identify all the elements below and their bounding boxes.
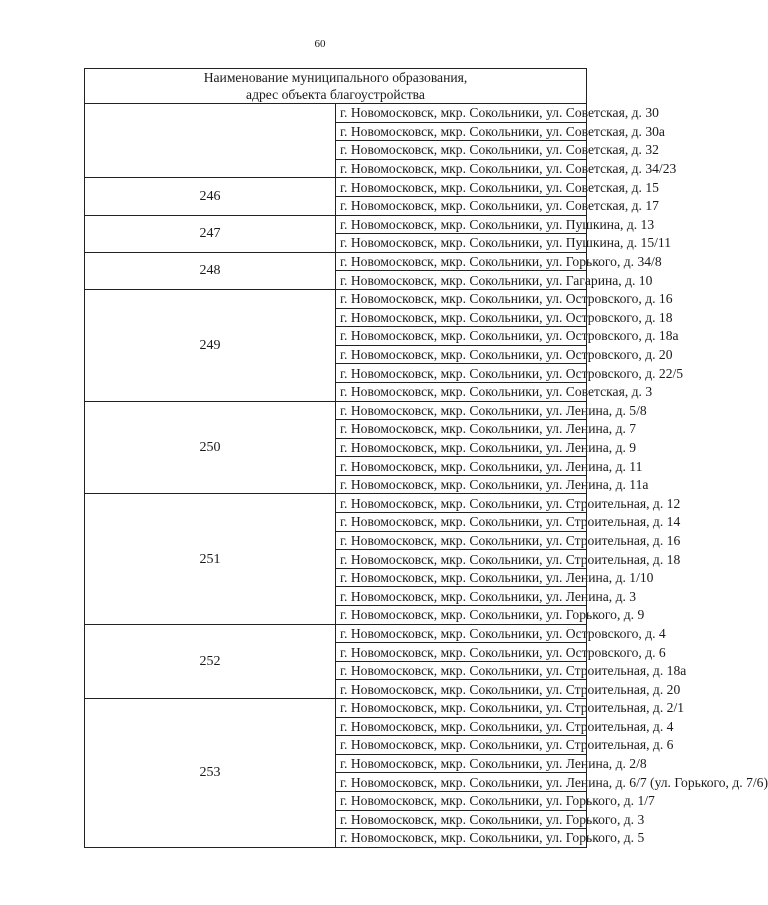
address-cell: г. Новомосковск, мкр. Сокольники, ул. Строительная, д. 4: [336, 717, 587, 736]
address-cell: г. Новомосковск, мкр. Сокольники, ул. Ленина, д. 3: [336, 587, 587, 606]
address-cell: г. Новомосковск, мкр. Сокольники, ул. Горького, д. 5: [336, 829, 587, 848]
address-cell: г. Новомосковск, мкр. Сокольники, ул. Ленина, д. 1/10: [336, 568, 587, 587]
item-number: 252: [85, 624, 336, 698]
address-cell: г. Новомосковск, мкр. Сокольники, ул. Строительная, д. 2/1: [336, 699, 587, 718]
address-cell: г. Новомосковск, мкр. Сокольники, ул. Островского, д. 6: [336, 643, 587, 662]
table-row: [85, 494, 587, 513]
address-cell: г. Новомосковск, мкр. Сокольники, ул. Горького, д. 1/7: [336, 791, 587, 810]
address-cell: г. Новомосковск, мкр. Сокольники, ул. Строительная, д. 14: [336, 513, 587, 532]
address-cell: г. Новомосковск, мкр. Сокольники, ул. Строительная, д. 18а: [336, 661, 587, 680]
address-cell: г. Новомосковск, мкр. Сокольники, ул. Строительная, д. 6: [336, 736, 587, 755]
address-cell: г. Новомосковск, мкр. Сокольники, ул. Ленина, д. 2/8: [336, 754, 587, 773]
item-number: 250: [85, 401, 336, 494]
address-cell: г. Новомосковск, мкр. Сокольники, ул. Советская, д. 15: [336, 178, 587, 197]
address-cell: г. Новомосковск, мкр. Сокольники, ул. Советская, д. 32: [336, 141, 587, 160]
address-table-body: [85, 69, 768, 848]
table-header: [85, 69, 587, 104]
table-row: [85, 252, 587, 271]
item-number: 253: [85, 699, 336, 848]
address-table: [84, 68, 768, 848]
address-cell: г. Новомосковск, мкр. Сокольники, ул. Ленина, д. 6/7 (ул. Горького, д. 7/6): [336, 773, 587, 792]
address-cell: г. Новомосковск, мкр. Сокольники, ул. Советская, д. 17: [336, 196, 587, 215]
table-row: [85, 178, 587, 197]
table-row: [85, 699, 587, 718]
address-cell: г. Новомосковск, мкр. Сокольники, ул. Строительная, д. 12: [336, 494, 587, 513]
table-row: [85, 289, 587, 308]
header-line-1: Наименование муниципального образования,: [203, 70, 468, 85]
address-cell: г. Новомосковск, мкр. Сокольники, ул. Пушкина, д. 13: [336, 215, 587, 234]
address-cell: г. Новомосковск, мкр. Сокольники, ул. Гагарина, д. 10: [336, 271, 587, 290]
address-cell: г. Новомосковск, мкр. Сокольники, ул. Строительная, д. 16: [336, 531, 587, 550]
address-cell: г. Новомосковск, мкр. Сокольники, ул. Островского, д. 20: [336, 345, 587, 364]
address-cell: г. Новомосковск, мкр. Сокольники, ул. Островского, д. 4: [336, 624, 587, 643]
header-line-2: адрес объекта благоустройства: [246, 87, 425, 102]
table-row: [85, 104, 587, 123]
address-cell: г. Новомосковск, мкр. Сокольники, ул. Островского, д. 16: [336, 289, 587, 308]
address-cell: г. Новомосковск, мкр. Сокольники, ул. Горького, д. 3: [336, 810, 587, 829]
address-cell: г. Новомосковск, мкр. Сокольники, ул. Ленина, д. 5/8: [336, 401, 587, 420]
address-cell: г. Новомосковск, мкр. Сокольники, ул. Пушкина, д. 15/11: [336, 234, 587, 253]
address-cell: г. Новомосковск, мкр. Сокольники, ул. Ленина, д. 7: [336, 420, 587, 439]
address-cell: г. Новомосковск, мкр. Сокольники, ул. Горького, д. 34/8: [336, 252, 587, 271]
address-cell: г. Новомосковск, мкр. Сокольники, ул. Советская, д. 30а: [336, 122, 587, 141]
table-row: [85, 215, 587, 234]
address-cell: г. Новомосковск, мкр. Сокольники, ул. Советская, д. 3: [336, 382, 587, 401]
item-number: 251: [85, 494, 336, 624]
address-cell: г. Новомосковск, мкр. Сокольники, ул. Ленина, д. 11: [336, 457, 587, 476]
table-row: [85, 624, 587, 643]
item-number: 247: [85, 215, 336, 252]
item-number: [85, 104, 336, 178]
table-row: [85, 401, 587, 420]
address-cell: г. Новомосковск, мкр. Сокольники, ул. Островского, д. 22/5: [336, 364, 587, 383]
address-cell: г. Новомосковск, мкр. Сокольники, ул. Островского, д. 18: [336, 308, 587, 327]
address-cell: г. Новомосковск, мкр. Сокольники, ул. Советская, д. 34/23: [336, 159, 587, 178]
address-cell: г. Новомосковск, мкр. Сокольники, ул. Ленина, д. 9: [336, 438, 587, 457]
address-cell: г. Новомосковск, мкр. Сокольники, ул. Островского, д. 18а: [336, 327, 587, 346]
item-number: 248: [85, 252, 336, 289]
address-cell: г. Новомосковск, мкр. Сокольники, ул. Советская, д. 30: [336, 104, 587, 123]
address-cell: г. Новомосковск, мкр. Сокольники, ул. Горького, д. 9: [336, 606, 587, 625]
page-number: 60: [314, 38, 326, 50]
address-cell: г. Новомосковск, мкр. Сокольники, ул. Строительная, д. 18: [336, 550, 587, 569]
table-header-row: [85, 69, 587, 104]
item-number: 249: [85, 289, 336, 401]
item-number: 246: [85, 178, 336, 215]
address-cell: г. Новомосковск, мкр. Сокольники, ул. Ленина, д. 11а: [336, 475, 587, 494]
address-cell: г. Новомосковск, мкр. Сокольники, ул. Строительная, д. 20: [336, 680, 587, 699]
